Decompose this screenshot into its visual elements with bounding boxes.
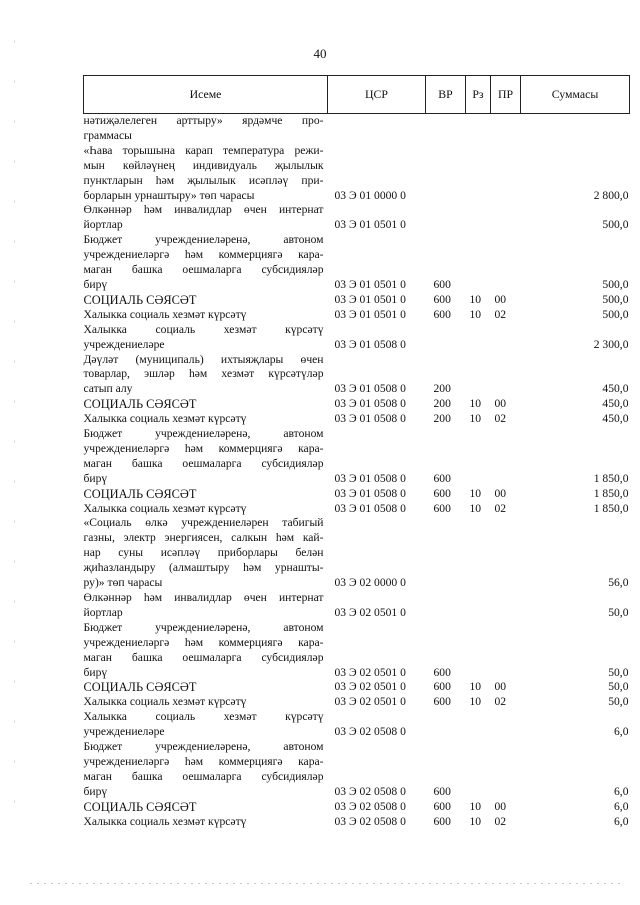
row-vr: 200 bbox=[433, 397, 451, 411]
row-name-line: бирү bbox=[83, 471, 108, 485]
row-pr bbox=[491, 233, 521, 293]
row-name bbox=[84, 427, 328, 487]
row-name bbox=[84, 621, 328, 681]
row-name bbox=[84, 502, 328, 517]
header-vr: ВР bbox=[426, 76, 466, 114]
row-name-line: Халыкка социаль хезмәт күрсәтү bbox=[83, 412, 247, 426]
header-name: Исеме bbox=[84, 76, 328, 114]
row-name-line: Халыкка социаль хезмәт күрсәтү bbox=[83, 501, 247, 515]
table-header bbox=[84, 76, 630, 114]
row-rz: 10 bbox=[469, 486, 482, 500]
row-name bbox=[84, 800, 328, 815]
row-name-line: учреждениеләре bbox=[83, 725, 165, 739]
header-pr: ПР bbox=[491, 76, 521, 114]
row-csr: 03 Э 01 0508 0 bbox=[334, 501, 406, 515]
row-vr bbox=[426, 516, 466, 591]
row-name-line: нар суны исәпләү приборлары белән bbox=[83, 546, 324, 560]
table-row bbox=[84, 203, 630, 233]
row-pr: 02 bbox=[494, 695, 507, 709]
row-name-line: СОЦИАЛЬ СӘЯСӘТ bbox=[83, 799, 197, 814]
row-sum: 1 850,0 bbox=[593, 501, 629, 515]
row-csr: 03 Э 01 0501 0 bbox=[334, 307, 406, 321]
row-sum: 500,0 bbox=[602, 292, 629, 306]
row-csr: 03 Э 01 0501 0 bbox=[334, 292, 406, 306]
row-rz: 10 bbox=[469, 501, 482, 515]
row-csr: 03 Э 02 0501 0 bbox=[334, 680, 406, 694]
row-name-line: мын көйләүнең индивидуаль җылылык bbox=[83, 158, 324, 172]
row-name bbox=[84, 695, 328, 710]
row-sum: 6,0 bbox=[614, 784, 629, 798]
row-csr: 03 Э 02 0508 0 bbox=[334, 784, 406, 798]
row-name-line: Бюджет учреждениеләренә, автоном bbox=[83, 620, 324, 634]
row-pr bbox=[491, 203, 521, 233]
row-name-line: СОЦИАЛЬ СӘЯСӘТ bbox=[83, 486, 197, 501]
table-row bbox=[84, 353, 630, 398]
row-pr: 02 bbox=[494, 501, 507, 515]
row-pr bbox=[491, 740, 521, 800]
row-sum: 500,0 bbox=[602, 307, 629, 321]
row-name-line: пунктларын һәм җылылык исәпләү при- bbox=[83, 173, 324, 187]
row-pr: 00 bbox=[494, 486, 507, 500]
row-name-line: товарлар, эшләр һәм хезмәт күрсәтүләр bbox=[83, 367, 324, 381]
row-sum: 6,0 bbox=[614, 799, 629, 813]
row-csr: 03 Э 02 0000 0 bbox=[334, 576, 406, 590]
row-rz bbox=[466, 323, 491, 353]
row-sum: 50,0 bbox=[608, 680, 629, 694]
table-row bbox=[84, 740, 630, 800]
row-name bbox=[84, 323, 328, 353]
row-name-line: учреждениеләре bbox=[83, 337, 165, 351]
header-sum: Суммасы bbox=[521, 76, 630, 114]
row-pr bbox=[491, 353, 521, 398]
row-csr bbox=[328, 114, 426, 144]
row-vr: 600 bbox=[433, 486, 451, 500]
row-rz: 10 bbox=[469, 695, 482, 709]
row-pr: 00 bbox=[494, 799, 507, 813]
row-name-line: Халыкка социаль хезмәт күрсәтү bbox=[83, 322, 324, 336]
row-rz bbox=[466, 591, 491, 621]
table-row bbox=[84, 427, 630, 487]
row-pr bbox=[491, 323, 521, 353]
table-row bbox=[84, 323, 630, 353]
header-csr: ЦСР bbox=[328, 76, 426, 114]
row-rz bbox=[466, 233, 491, 293]
row-name-line: Халыкка социаль хезмәт күрсәтү bbox=[83, 307, 247, 321]
row-csr: 03 Э 01 0508 0 bbox=[334, 397, 406, 411]
row-name-line: Бюджет учреждениеләренә, автоном bbox=[83, 233, 324, 247]
row-name-line: маган башка оешмаларга субсидияләр bbox=[83, 769, 324, 783]
row-pr: 00 bbox=[494, 292, 507, 306]
row-csr: 03 Э 01 0501 0 bbox=[334, 218, 406, 232]
row-sum: 450,0 bbox=[602, 397, 629, 411]
row-csr: 03 Э 02 0501 0 bbox=[334, 695, 406, 709]
row-vr bbox=[426, 710, 466, 740]
row-sum: 450,0 bbox=[602, 412, 629, 426]
row-name-line: учреждениеләргә һәм коммерциягә кара- bbox=[83, 441, 324, 455]
row-vr: 600 bbox=[433, 665, 451, 679]
row-name-line: учреждениеләргә һәм коммерциягә кара- bbox=[83, 248, 324, 262]
row-vr: 600 bbox=[433, 501, 451, 515]
row-rz: 10 bbox=[469, 292, 482, 306]
table-row bbox=[84, 710, 630, 740]
row-vr bbox=[426, 114, 466, 144]
row-csr: 03 Э 02 0501 0 bbox=[334, 605, 406, 619]
row-vr: 600 bbox=[433, 307, 451, 321]
row-sum: 50,0 bbox=[608, 605, 629, 619]
row-name bbox=[84, 412, 328, 427]
row-name-line: бирү bbox=[83, 277, 108, 291]
row-sum: 1 850,0 bbox=[593, 486, 629, 500]
scan-margin-artifact bbox=[14, 40, 15, 840]
row-name-line: Өлкәннәр һәм инвалидлар өчен интернат bbox=[83, 203, 324, 217]
row-name bbox=[84, 308, 328, 323]
row-name bbox=[84, 114, 328, 144]
table-row bbox=[84, 114, 630, 144]
row-pr: 00 bbox=[494, 680, 507, 694]
row-rz bbox=[466, 621, 491, 681]
row-name bbox=[84, 516, 328, 591]
row-pr: 00 bbox=[494, 397, 507, 411]
row-name-line: Өлкәннәр һәм инвалидлар өчен интернат bbox=[83, 591, 324, 604]
table-row bbox=[84, 591, 630, 621]
row-sum: 500,0 bbox=[602, 277, 629, 291]
header-row bbox=[84, 76, 630, 114]
row-csr: 03 Э 01 0508 0 bbox=[334, 471, 406, 485]
table-row bbox=[84, 308, 630, 323]
row-name bbox=[84, 487, 328, 502]
row-name bbox=[84, 144, 328, 204]
row-vr: 600 bbox=[433, 277, 451, 291]
row-name-line: СОЦИАЛЬ СӘЯСӘТ bbox=[83, 397, 197, 412]
row-sum: 50,0 bbox=[608, 665, 629, 679]
row-pr: 02 bbox=[494, 814, 507, 828]
row-rz bbox=[466, 114, 491, 144]
row-pr bbox=[491, 710, 521, 740]
row-name bbox=[84, 233, 328, 293]
row-csr: 03 Э 02 0508 0 bbox=[334, 799, 406, 813]
row-name-line: ру)» төп чарасы bbox=[83, 576, 163, 590]
row-csr: 03 Э 02 0508 0 bbox=[334, 725, 406, 739]
table-body bbox=[84, 114, 630, 830]
budget-table bbox=[83, 75, 630, 830]
row-csr: 03 Э 02 0508 0 bbox=[334, 814, 406, 828]
row-sum: 6,0 bbox=[614, 814, 629, 828]
row-pr bbox=[491, 144, 521, 204]
row-pr: 02 bbox=[494, 412, 507, 426]
row-name-line: учреждениеләргә һәм коммерциягә кара- bbox=[83, 635, 324, 649]
row-pr bbox=[491, 114, 521, 144]
row-rz: 10 bbox=[469, 814, 482, 828]
row-vr: 600 bbox=[433, 471, 451, 485]
row-vr: 600 bbox=[433, 814, 451, 828]
row-name-line: бирү bbox=[83, 665, 108, 679]
table-row bbox=[84, 516, 630, 591]
row-rz: 10 bbox=[469, 799, 482, 813]
row-name-line: маган башка оешмаларга субсидияләр bbox=[83, 263, 324, 277]
row-vr bbox=[426, 323, 466, 353]
row-vr: 600 bbox=[433, 784, 451, 798]
row-pr bbox=[491, 427, 521, 487]
row-name-line: учреждениеләргә һәм коммерциягә кара- bbox=[83, 754, 324, 768]
row-rz bbox=[466, 353, 491, 398]
row-name-line: йортлар bbox=[83, 605, 123, 619]
row-rz: 10 bbox=[469, 307, 482, 321]
row-sum: 56,0 bbox=[608, 576, 629, 590]
row-vr bbox=[426, 591, 466, 621]
table-row bbox=[84, 695, 630, 710]
row-name-line: борларын урнаштыру» төп чарасы bbox=[83, 188, 255, 202]
row-name-line: нәтиҗәлелеген арттыру» ярдәмче про- bbox=[83, 114, 324, 127]
row-name-line: граммасы bbox=[83, 128, 132, 142]
page-number: 40 bbox=[313, 46, 327, 61]
row-csr: 03 Э 01 0508 0 bbox=[334, 337, 406, 351]
row-sum bbox=[521, 114, 630, 144]
row-name-line: «Социаль өлкә учреждениеләрен табигый bbox=[83, 516, 324, 530]
row-rz: 10 bbox=[469, 680, 482, 694]
row-vr: 600 bbox=[433, 799, 451, 813]
row-name bbox=[84, 740, 328, 800]
row-rz bbox=[466, 710, 491, 740]
table-row bbox=[84, 144, 630, 204]
row-name-line: маган башка оешмаларга субсидияләр bbox=[83, 650, 324, 664]
row-name bbox=[84, 815, 328, 830]
table-row bbox=[84, 487, 630, 502]
row-rz bbox=[466, 203, 491, 233]
row-name bbox=[84, 680, 328, 695]
table-row bbox=[84, 293, 630, 308]
row-vr bbox=[426, 144, 466, 204]
row-csr: 03 Э 01 0508 0 bbox=[334, 486, 406, 500]
row-csr: 03 Э 02 0501 0 bbox=[334, 665, 406, 679]
row-sum: 6,0 bbox=[614, 725, 629, 739]
row-name-line: Халыкка социаль хезмәт күрсәтү bbox=[83, 710, 324, 724]
table-row bbox=[84, 233, 630, 293]
scan-bottom-artifact bbox=[30, 883, 620, 884]
row-name-line: СОЦИАЛЬ СӘЯСӘТ bbox=[83, 680, 197, 695]
row-name-line: «Һава торышына карап температура режи- bbox=[83, 143, 324, 157]
row-vr: 200 bbox=[433, 412, 451, 426]
table-row bbox=[84, 502, 630, 517]
row-vr: 600 bbox=[433, 680, 451, 694]
row-vr: 600 bbox=[433, 292, 451, 306]
table-row bbox=[84, 412, 630, 427]
row-vr bbox=[426, 203, 466, 233]
row-name bbox=[84, 203, 328, 233]
row-sum: 2 800,0 bbox=[593, 188, 629, 202]
row-name-line: йортлар bbox=[83, 218, 123, 232]
row-name-line: Бюджет учреждениеләренә, автоном bbox=[83, 427, 324, 441]
row-name-line: СОЦИАЛЬ СӘЯСӘТ bbox=[83, 292, 197, 307]
row-csr: 03 Э 01 0501 0 bbox=[334, 277, 406, 291]
row-rz bbox=[466, 144, 491, 204]
row-sum: 1 850,0 bbox=[593, 471, 629, 485]
row-vr: 600 bbox=[433, 695, 451, 709]
row-name bbox=[84, 591, 328, 621]
row-rz bbox=[466, 740, 491, 800]
row-sum: 2 300,0 bbox=[593, 337, 629, 351]
row-rz bbox=[466, 516, 491, 591]
row-csr: 03 Э 01 0508 0 bbox=[334, 412, 406, 426]
row-pr bbox=[491, 621, 521, 681]
table-row bbox=[84, 815, 630, 830]
row-vr: 200 bbox=[433, 382, 451, 396]
row-sum: 450,0 bbox=[602, 382, 629, 396]
row-rz: 10 bbox=[469, 412, 482, 426]
row-name-line: сатып алу bbox=[83, 382, 133, 396]
row-name-line: маган башка оешмаларга субсидияләр bbox=[83, 456, 324, 470]
row-name-line: бирү bbox=[83, 784, 108, 798]
row-name bbox=[84, 710, 328, 740]
row-pr bbox=[491, 516, 521, 591]
row-csr: 03 Э 01 0000 0 bbox=[334, 188, 406, 202]
table-row bbox=[84, 621, 630, 681]
row-name-line: газны, электр энергиясен, салкын һәм кай- bbox=[83, 531, 324, 545]
table-row bbox=[84, 680, 630, 695]
table-row bbox=[84, 800, 630, 815]
row-name bbox=[84, 293, 328, 308]
header-rz: Рз bbox=[466, 76, 491, 114]
row-pr bbox=[491, 591, 521, 621]
row-rz: 10 bbox=[469, 397, 482, 411]
row-csr: 03 Э 01 0508 0 bbox=[334, 382, 406, 396]
row-rz bbox=[466, 427, 491, 487]
row-pr: 02 bbox=[494, 307, 507, 321]
row-name-line: Бюджет учреждениеләренә, автоном bbox=[83, 740, 324, 754]
row-name-line: Халыкка социаль хезмәт күрсәтү bbox=[83, 695, 247, 709]
table-row bbox=[84, 397, 630, 412]
row-name-line: Дәүләт (муниципаль) ихтыяҗлары өчен bbox=[83, 352, 324, 366]
row-name-line: җиһазландыру (алмаштыру һәм урнашты- bbox=[83, 561, 324, 575]
row-sum: 50,0 bbox=[608, 695, 629, 709]
row-name bbox=[84, 397, 328, 412]
row-sum: 500,0 bbox=[602, 218, 629, 232]
row-name-line: Халыкка социаль хезмәт күрсәтү bbox=[83, 814, 247, 828]
row-name bbox=[84, 353, 328, 398]
